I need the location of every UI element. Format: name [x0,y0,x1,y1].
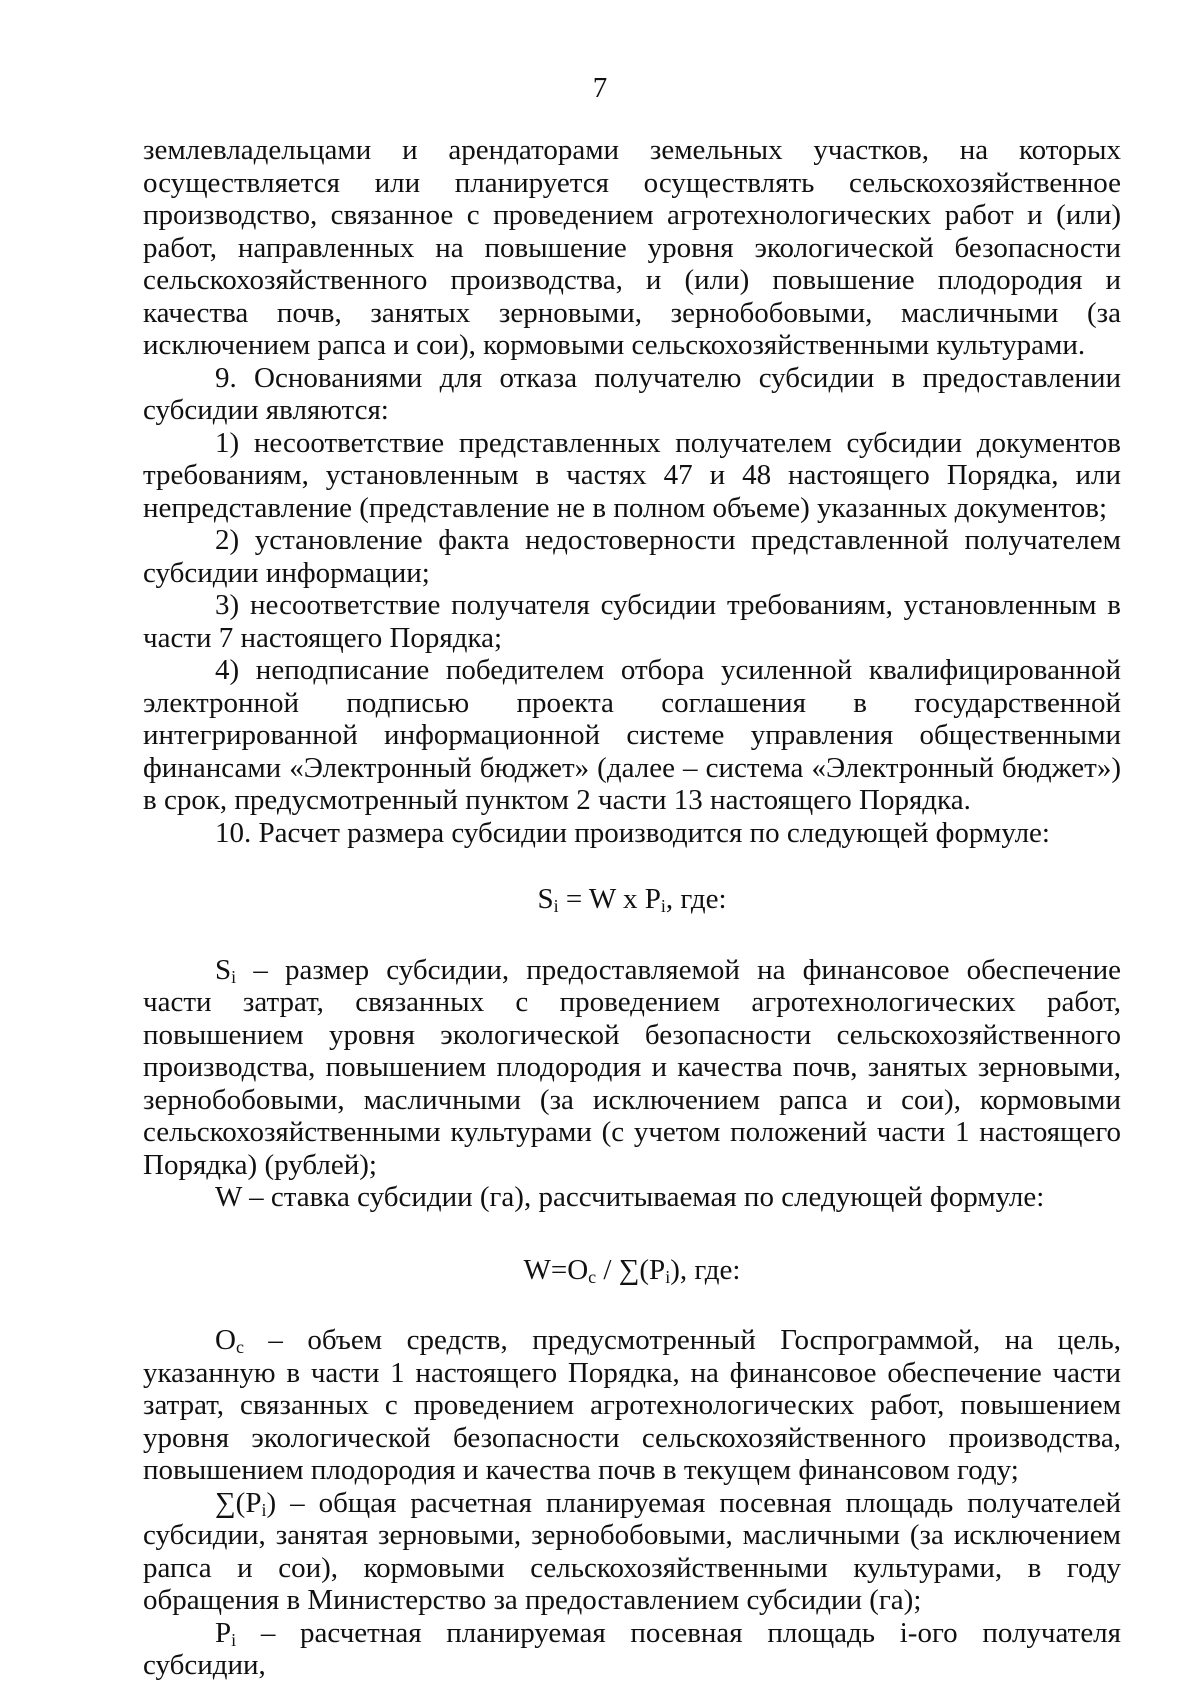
paragraph-9-item-3: 3) несоответствие получателя субсидии требованиям, установленным в части 7 настоящего Порядка; [143,589,1121,654]
definition-oc: $O_c$ – объем средств, предусмотренный Госпрограммой, на цель, указанную в части 1 настоящего Порядка, на финансовое обеспечение части затрат, связанных с проведением агротехнологических работ, повышением уровня экологической безопасности сельскохозяйственного производства, повышением плодородия и качества почв в текущем финансовом году; [143,1324,1121,1486]
formula-subsidy-size: $S_i = W$ x $P_i$, где: [537,883,727,916]
paragraph-9-item-2: 2) установление факта недостоверности представленной получателем субсидии информации; [143,524,1121,589]
definition-pi: $P_i$ – расчетная планируемая посевная площадь i-ого получателя субсидии, [143,1616,1121,1681]
paragraph-10: 10. Расчет размера субсидии производится по следующей формуле: [215,816,1050,849]
page-number: 7 [592,72,608,104]
paragraph-9: 9. Основаниями для отказа получателю субсидии в предоставлении субсидии являются: [143,361,1121,426]
definition-sum-pi: $\sum(P_i)$ – общая расчетная планируемая посевная площадь получателей субсидии, занятая зерновыми, зернобобовыми, масличными (за исключением рапса и сои), кормовыми сельскохозяйственными культурами, в году обращения в Министерство за предоставлением субсидии (га); [143,1486,1121,1616]
paragraph-9-item-4: 4) неподписание победителем отбора усиленной квалифицированной электронной подписью проекта соглашения в государственной интегрированной информационной системе управления общественными финансами «Электронный бюджет» (далее – система «Электронный бюджет») в срок, предусмотренный пунктом 2 части 13 настоящего Порядка. [143,654,1121,816]
paragraph-9-item-1: 1) несоответствие представленных получателем субсидии документов требованиям, установленным в частях 47 и 48 настоящего Порядка, или непредставление (представление не в полном объеме) указанных документов; [143,426,1121,524]
definition-si: $S_i$ – размер субсидии, предоставляемой на финансовое обеспечение части затрат, связанных с проведением агротехнологических работ, повышением уровня экологической безопасности сельскохозяйственного производства, повышением плодородия и качества почв, занятых зерновыми, зернобобовыми, масличными (за исключением рапса и сои), кормовыми сельскохозяйственными культурами (с учетом положений части 1 настоящего Порядка) (рублей); [143,953,1121,1181]
paragraph-continuation: землевладельцами и арендаторами земельных участков, на которых осуществляется или планируется осуществлять сельскохозяйственное производство, связанное с проведением агротехнологических работ и (или) работ, направленных на повышение уровня экологической безопасности сельскохозяйственного производства, и (или) повышение плодородия и качества почв, занятых зерновыми, зернобобовыми, масличными (за исключением рапса и сои), кормовыми сельскохозяйственными культурами. [143,134,1121,361]
definition-w: W – ставка субсидии (га), рассчитываемая по следующей формуле: [215,1181,1045,1213]
document-body [143,134,1121,1682]
formula-rate: $W=O_c / \sum(P_i)$, где: [523,1253,741,1287]
